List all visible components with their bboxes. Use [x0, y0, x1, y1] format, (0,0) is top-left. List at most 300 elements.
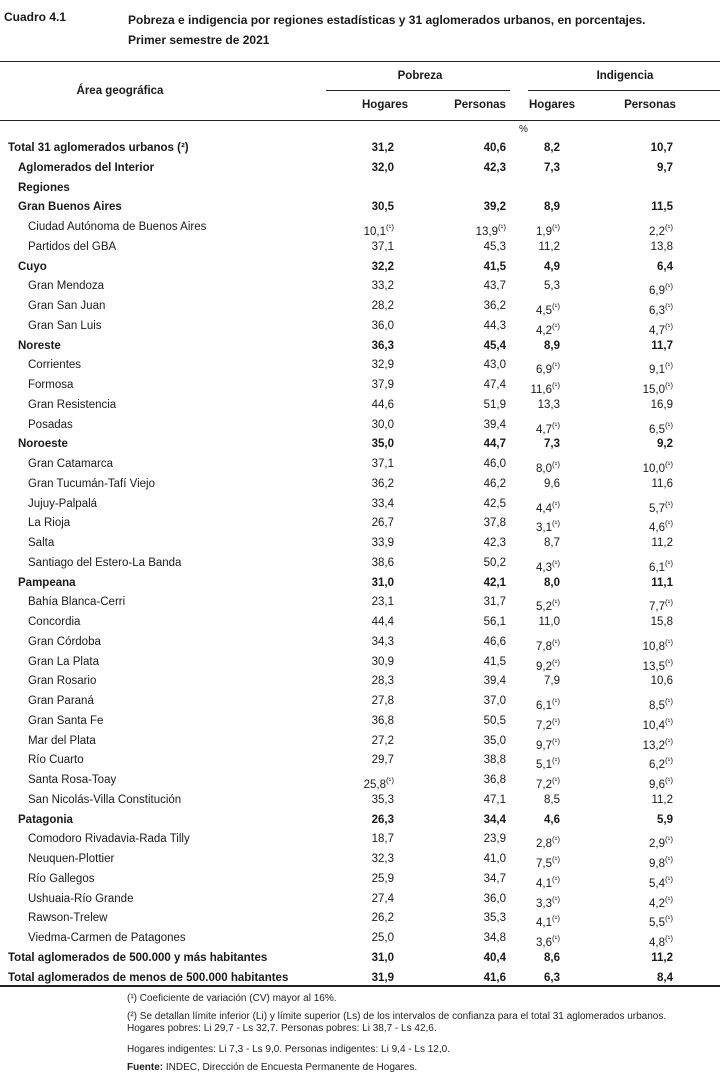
- pobreza-hogares-cell: [372, 435, 394, 455]
- pobreza-personas-cell: [484, 455, 506, 475]
- pobreza-hogares-cell: [372, 751, 394, 771]
- table-row: [0, 238, 720, 258]
- indigencia-hogares-cell: [544, 198, 560, 218]
- cell-value: 47,4: [483, 379, 506, 391]
- pobreza-personas-cell: [484, 672, 506, 692]
- note-indigentes: Hogares indigentes: Li 7,3 - Ls 9,0. Personas indigentes: Li 9,4 - Ls 12,0.: [127, 1044, 450, 1055]
- pobreza-personas-cell: [484, 495, 506, 515]
- cell-value: 27,2: [371, 734, 394, 747]
- indigencia-personas-cell: [657, 258, 673, 278]
- table-row: [0, 633, 720, 653]
- table-row: [0, 653, 720, 673]
- cell-value: 25,9: [371, 872, 394, 885]
- cell-value: 13,2: [642, 739, 665, 752]
- cell-value: 44,6: [371, 398, 394, 411]
- pobreza-personas-cell: [484, 574, 506, 594]
- table-row: [0, 692, 720, 712]
- pobreza-hogares-cell: [372, 791, 394, 811]
- footnote-marker: (¹): [552, 361, 560, 371]
- pobreza-personas-cell: [484, 198, 506, 218]
- footnote-marker: (¹): [552, 657, 560, 667]
- pobreza-hogares-cell: [372, 277, 394, 297]
- indigencia-personas-cell: [651, 475, 673, 495]
- cell-value: 10,6: [650, 675, 673, 688]
- row-label: San Nicolás-Villa Constitución: [28, 793, 182, 806]
- cell-value: 8,6: [544, 951, 560, 964]
- cell-value: 31,0: [371, 576, 394, 589]
- table-row: [0, 277, 720, 297]
- footnote-marker: (¹): [552, 420, 560, 430]
- pobreza-hogares-cell: [372, 238, 394, 258]
- cell-value: 7,5: [536, 857, 552, 870]
- footnote-marker: (¹): [665, 381, 673, 390]
- cell-value: 32,0: [371, 161, 394, 174]
- row-label: Corrientes: [28, 359, 82, 372]
- indigencia-personas-header: Personas: [624, 99, 676, 111]
- indigencia-hogares-cell: [544, 534, 560, 554]
- pobreza-hogares-cell: [372, 593, 394, 613]
- cell-value: 23,9: [483, 833, 506, 846]
- row-label: Mar del Plata: [28, 734, 96, 747]
- pobreza-hogares-cell: [372, 811, 394, 831]
- cell-value: 5,9: [657, 813, 673, 826]
- row-label: Santa Rosa-Toay: [28, 774, 117, 786]
- row-label: Posadas: [28, 418, 73, 431]
- pobreza-personas-cell: [484, 692, 506, 712]
- pobreza-personas-cell: [484, 534, 506, 554]
- pobreza-hogares-cell: [372, 475, 394, 495]
- cell-value: 40,4: [483, 951, 506, 964]
- cell-value: 44,7: [483, 438, 506, 451]
- cell-value: 4,5: [536, 304, 552, 317]
- cell-value: 10,7: [650, 142, 673, 154]
- cell-value: 36,8: [483, 774, 506, 786]
- table-row: [0, 475, 720, 495]
- pobreza-subrule: [326, 90, 510, 91]
- cell-value: 36,3: [371, 339, 394, 352]
- footnote-marker: (¹): [665, 558, 673, 568]
- cell-value: 9,6: [649, 778, 665, 791]
- indigencia-hogares-cell: [544, 672, 560, 692]
- row-label: Gran Catamarca: [28, 458, 114, 470]
- table-row: [0, 672, 720, 692]
- cell-value: 37,8: [483, 517, 506, 530]
- cell-value: 37,0: [483, 695, 506, 707]
- row-label: Gran Córdoba: [28, 635, 101, 648]
- cell-value: 4,2: [649, 897, 665, 910]
- pobreza-personas-cell: [484, 633, 506, 653]
- pobreza-personas-cell: [484, 929, 506, 949]
- pobreza-hogares-cell: [372, 455, 394, 475]
- indigencia-personas-cell: [657, 435, 673, 455]
- row-label: Total aglomerados de 500.000 y más habitantes: [8, 951, 268, 964]
- pobreza-header: Pobreza: [397, 70, 443, 82]
- cell-value: 7,7: [649, 601, 665, 614]
- cell-value: 13,5: [642, 660, 665, 673]
- indigencia-hogares-cell: [538, 238, 560, 258]
- row-label: Gran San Luis: [28, 319, 102, 332]
- footnote-marker: (¹): [665, 855, 673, 864]
- row-label: Aglomerados del Interior: [18, 161, 155, 174]
- footnote-marker: (¹): [665, 519, 673, 529]
- pobreza-personas-cell: [484, 139, 506, 159]
- pobreza-hogares-cell: [372, 633, 394, 653]
- pobreza-personas-cell: [484, 751, 506, 771]
- cell-value: 8,4: [657, 971, 673, 984]
- table-row: [0, 909, 720, 929]
- indigencia-subrule: [528, 90, 720, 91]
- pobreza-personas-cell: [484, 337, 506, 357]
- table-row: [0, 534, 720, 554]
- cell-value: 41,6: [483, 971, 506, 984]
- row-label: Ciudad Autónoma de Buenos Aires: [28, 221, 207, 233]
- pobreza-hogares-cell: [372, 317, 394, 337]
- cell-value: 6,1: [536, 699, 552, 712]
- pobreza-personas-cell: [484, 258, 506, 278]
- pobreza-hogares-cell: [372, 396, 394, 416]
- cell-value: 41,5: [483, 260, 506, 273]
- cell-value: 41,5: [483, 655, 506, 668]
- footnote-marker: (¹): [552, 736, 560, 746]
- pobreza-personas-cell: [484, 732, 506, 752]
- footnote-marker: (¹): [552, 835, 560, 845]
- footnote-marker: (¹): [665, 598, 673, 608]
- pobreza-hogares-cell: [372, 850, 394, 870]
- indigencia-personas-cell: [651, 396, 673, 416]
- indigencia-hogares-cell: [544, 811, 560, 831]
- cell-value: 46,2: [483, 477, 506, 490]
- footnote-marker: (¹): [665, 302, 673, 311]
- cell-value: 34,8: [483, 932, 506, 944]
- cell-value: 11,2: [538, 240, 560, 253]
- cell-value: 7,2: [536, 778, 552, 791]
- footnote-marker: (¹): [665, 282, 673, 292]
- row-label: Gran La Plata: [28, 655, 99, 668]
- cell-value: 36,8: [371, 714, 394, 727]
- pobreza-hogares-cell: [372, 337, 394, 357]
- cell-value: 29,7: [371, 754, 394, 767]
- note-intervals-line1: (²) Se detallan límite inferior (Li) y límite superior (Ls) de los intervalos de confianza para el total 31 aglomerados urbanos.: [127, 1011, 667, 1022]
- indigencia-personas-cell: [651, 574, 673, 594]
- cell-value: 9,8: [649, 857, 665, 870]
- pobreza-personas-cell: [484, 909, 506, 929]
- cell-value: 13,9: [475, 225, 498, 238]
- row-label: Río Gallegos: [28, 872, 95, 885]
- row-label: Formosa: [28, 379, 74, 391]
- cell-value: 8,9: [544, 339, 560, 352]
- note-intervals-line2: Hogares pobres: Li 29,7 - Ls 32,7. Personas pobres: Li 38,7 - Ls 42,6.: [127, 1023, 437, 1034]
- table-row: [0, 317, 720, 337]
- pobreza-hogares-cell: [372, 514, 394, 534]
- footnote-marker: (¹): [665, 874, 673, 884]
- cell-value: 5,5: [649, 917, 665, 930]
- title-line-1: Pobreza e indigencia por regiones estadísticas y 31 aglomerados urbanos, en porcentajes.: [128, 13, 646, 27]
- cell-value: 7,8: [536, 640, 552, 653]
- row-label: Gran Resistencia: [28, 398, 117, 411]
- pobreza-hogares-cell: [372, 139, 394, 159]
- indigencia-personas-cell: [651, 672, 673, 692]
- footnote-marker: (¹): [552, 914, 560, 924]
- cell-value: 39,4: [483, 675, 506, 688]
- table-row: [0, 514, 720, 534]
- cell-value: 6,9: [649, 285, 665, 298]
- cell-value: 7,3: [544, 161, 560, 174]
- cell-value: 4,8: [649, 936, 665, 949]
- cell-value: 40,6: [483, 142, 506, 154]
- cell-value: 45,4: [483, 339, 506, 352]
- pobreza-hogares-cell: [372, 672, 394, 692]
- cell-value: 31,2: [371, 142, 394, 154]
- cell-value: 8,0: [544, 576, 560, 589]
- table-row: [0, 890, 720, 910]
- cell-value: 9,7: [536, 739, 552, 752]
- table-row: [0, 830, 720, 850]
- row-label: Jujuy-Palpalá: [28, 497, 98, 510]
- cell-value: 8,5: [649, 699, 665, 712]
- indigencia-personas-cell: [651, 198, 673, 218]
- cell-value: 34,4: [483, 813, 506, 826]
- cell-value: 36,2: [483, 300, 506, 312]
- pobreza-hogares-cell: [372, 830, 394, 850]
- cell-value: 42,3: [483, 537, 506, 549]
- footnote-marker: (¹): [665, 934, 673, 943]
- table-number: Cuadro 4.1: [4, 10, 67, 24]
- cell-value: 13,3: [537, 398, 560, 411]
- cell-value: 43,0: [483, 359, 506, 372]
- pobreza-personas-cell: [484, 297, 506, 317]
- header-bottom-rule: [0, 120, 720, 121]
- footnote-marker: (¹): [552, 874, 560, 884]
- note-intervals: [127, 1011, 720, 1035]
- cell-value: 4,6: [544, 813, 560, 826]
- row-label: Comodoro Rivadavia-Rada Tilly: [28, 833, 190, 846]
- footnote-marker: (¹): [552, 223, 560, 232]
- indigencia-personas-cell: [651, 613, 673, 633]
- pobreza-personas-cell: [484, 870, 506, 890]
- footnote-marker: (¹): [552, 637, 560, 647]
- cell-value: 25,8: [363, 778, 386, 791]
- footnote-marker: (¹): [552, 934, 560, 943]
- cell-value: 11,7: [651, 339, 673, 352]
- cell-value: 3,1: [536, 522, 552, 535]
- pobreza-personas-cell: [484, 317, 506, 337]
- table-row: [0, 791, 720, 811]
- cell-value: 42,1: [483, 576, 506, 589]
- row-label: Total aglomerados de menos de 500.000 habitantes: [8, 971, 289, 984]
- cell-value: 4,4: [536, 502, 552, 515]
- cell-value: 35,0: [483, 734, 506, 747]
- pobreza-personas-cell: [484, 771, 506, 791]
- indigencia-hogares-cell: [544, 949, 560, 969]
- pobreza-personas-cell: [484, 791, 506, 811]
- pobreza-hogares-cell: [372, 613, 394, 633]
- footnote-marker: (¹): [665, 776, 673, 785]
- indigencia-personas-cell: [651, 534, 673, 554]
- cell-value: 36,2: [371, 477, 394, 490]
- cell-value: 4,9: [544, 260, 560, 273]
- cell-value: 11,2: [651, 951, 673, 964]
- cell-value: 50,5: [483, 714, 506, 727]
- cell-value: 37,1: [371, 240, 394, 253]
- cell-value: 39,2: [483, 201, 506, 214]
- row-label: Ushuaia-Río Grande: [28, 892, 134, 905]
- table-row: [0, 613, 720, 633]
- footnote-marker: (¹): [665, 637, 673, 647]
- footnote-marker: (¹): [386, 776, 394, 785]
- table-row: [0, 139, 720, 159]
- pobreza-hogares-cell: [372, 712, 394, 732]
- cell-value: 11,2: [651, 537, 673, 549]
- pobreza-personas-cell: [484, 890, 506, 910]
- footnote-marker: (¹): [552, 697, 560, 706]
- cell-value: 28,3: [371, 675, 394, 688]
- pobreza-hogares-cell: [372, 653, 394, 673]
- cell-value: 4,2: [536, 324, 552, 337]
- cell-value: 26,7: [371, 517, 394, 530]
- table-row: [0, 751, 720, 771]
- cell-value: 31,9: [371, 971, 394, 984]
- cell-value: 8,2: [544, 142, 560, 154]
- pobreza-personas-cell: [484, 238, 506, 258]
- table-row: [0, 356, 720, 376]
- cell-value: 44,3: [483, 319, 506, 332]
- cell-value: 4,3: [536, 561, 552, 574]
- indigencia-hogares-cell: [544, 159, 560, 179]
- cell-value: 25,0: [371, 932, 394, 944]
- pobreza-hogares-cell: [372, 949, 394, 969]
- table-row: [0, 416, 720, 436]
- indigencia-personas-cell: [651, 337, 673, 357]
- indigencia-hogares-cell: [544, 475, 560, 495]
- cell-value: 42,3: [483, 161, 506, 174]
- table-row: [0, 554, 720, 574]
- footnote-marker: (¹): [665, 716, 673, 726]
- footnote-marker: (¹): [665, 420, 673, 430]
- indigencia-hogares-cell: [538, 613, 560, 633]
- cell-value: 23,1: [371, 596, 394, 609]
- pobreza-personas-cell: [484, 475, 506, 495]
- cell-value: 31,7: [483, 596, 506, 609]
- pobreza-hogares-cell: [372, 376, 394, 396]
- table-body: [0, 139, 720, 988]
- footnote-marker: (¹): [552, 381, 560, 390]
- pobreza-hogares-header: Hogares: [361, 99, 409, 111]
- table-row: [0, 159, 720, 179]
- cell-value: 31,0: [371, 951, 394, 964]
- footnote-marker: (¹): [552, 894, 560, 904]
- pobreza-hogares-cell: [372, 495, 394, 515]
- indigencia-header: Indigencia: [596, 70, 654, 82]
- indigencia-personas-cell: [651, 791, 673, 811]
- footnote-marker: (¹): [552, 519, 560, 529]
- row-label: La Rioja: [28, 517, 71, 530]
- table-title: [128, 10, 708, 50]
- cell-value: 26,3: [371, 813, 394, 826]
- table-row: [0, 435, 720, 455]
- cell-value: 44,4: [371, 616, 394, 628]
- pobreza-hogares-cell: [372, 870, 394, 890]
- cell-value: 34,7: [483, 872, 506, 885]
- cell-value: 33,2: [371, 280, 394, 293]
- cell-value: 42,5: [483, 497, 506, 510]
- cell-value: 4,1: [536, 877, 552, 890]
- cell-value: 36,0: [371, 319, 394, 332]
- table-row: [0, 337, 720, 357]
- cell-value: 6,3: [544, 971, 560, 984]
- pobreza-personas-cell: [484, 830, 506, 850]
- row-label: Regiones: [18, 181, 70, 194]
- cell-value: 11,2: [651, 793, 673, 806]
- source-label: Fuente:: [127, 1062, 164, 1073]
- row-label: Noreste: [18, 339, 61, 352]
- cell-value: 10,0: [642, 462, 665, 475]
- row-label: Río Cuarto: [28, 754, 84, 767]
- pobreza-personas-cell: [484, 396, 506, 416]
- pobreza-personas-cell: [484, 593, 506, 613]
- cell-value: 9,6: [544, 477, 560, 490]
- source-note: [127, 1062, 417, 1074]
- table-row: [0, 376, 720, 396]
- cell-value: 5,4: [649, 877, 665, 890]
- cell-value: 27,8: [371, 695, 394, 707]
- footnote-marker: (¹): [552, 855, 560, 864]
- cell-value: 11,1: [651, 576, 673, 589]
- cell-value: 37,9: [371, 379, 394, 391]
- pobreza-personas-cell: [484, 850, 506, 870]
- cell-value: 6,4: [657, 260, 673, 273]
- pobreza-personas-cell: [484, 159, 506, 179]
- bottom-rule: [0, 985, 720, 987]
- cell-value: 11,6: [530, 383, 552, 396]
- table-row: [0, 712, 720, 732]
- footnote-marker: (¹): [552, 460, 560, 469]
- pobreza-personas-cell: [484, 416, 506, 436]
- table-row: [0, 593, 720, 613]
- cell-value: 2,9: [649, 838, 665, 851]
- pobreza-hogares-cell: [372, 909, 394, 929]
- cell-value: 8,7: [544, 537, 560, 549]
- cell-value: 9,1: [649, 364, 665, 377]
- cell-value: 10,8: [642, 640, 665, 653]
- row-label: Partidos del GBA: [28, 240, 117, 253]
- table-row: [0, 297, 720, 317]
- cell-value: 56,1: [483, 616, 506, 628]
- pobreza-hogares-cell: [372, 534, 394, 554]
- footnote-marker: (¹): [552, 499, 560, 509]
- cell-value: 51,9: [483, 398, 506, 411]
- footnote-marker: (¹): [665, 321, 673, 331]
- footnote-marker: (¹): [665, 460, 673, 469]
- pobreza-personas-cell: [484, 554, 506, 574]
- pobreza-hogares-cell: [372, 929, 394, 949]
- cell-value: 5,7: [649, 502, 665, 515]
- row-label: Total 31 aglomerados urbanos (²): [8, 142, 189, 154]
- cell-value: 4,7: [649, 324, 665, 337]
- indigencia-personas-cell: [657, 159, 673, 179]
- cell-value: 6,1: [649, 561, 665, 574]
- row-label: Salta: [28, 537, 55, 549]
- pobreza-hogares-cell: [372, 692, 394, 712]
- cell-value: 30,0: [371, 418, 394, 431]
- cell-value: 46,6: [483, 635, 506, 648]
- footnote-marker: (¹): [665, 835, 673, 845]
- cell-value: 27,4: [371, 892, 394, 905]
- cell-value: 13,8: [650, 240, 673, 253]
- cell-value: 5,2: [536, 601, 552, 614]
- cell-value: 7,2: [536, 719, 552, 732]
- cell-value: 3,3: [536, 897, 552, 910]
- cell-value: 15,0: [642, 383, 665, 396]
